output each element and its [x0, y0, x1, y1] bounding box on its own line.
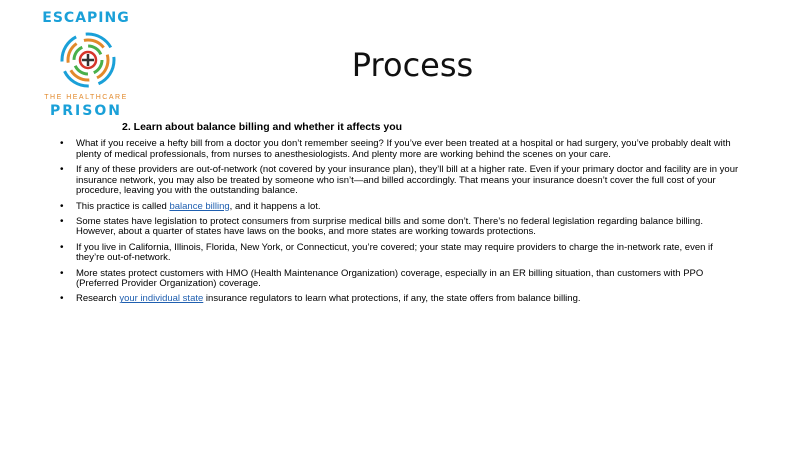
individual-state-link[interactable]: your individual state	[119, 293, 204, 305]
bullet-item	[60, 294, 740, 305]
slide-title: Process	[351, 46, 474, 84]
bullet-text: If any of these providers are out-of-network (not covered by your insurance plan), they’ll bill at a higher rate. Even if your primary doctor and facility are in your insurance network, you may also be treated by someone who isn’t—and billed accordingly. That means your insurance doesn’t cover the full cost of your procedure, leaving you with the outstanding balance.	[76, 163, 739, 197]
logo-mark-icon	[58, 30, 118, 90]
bullet-text-before: Research	[76, 293, 120, 305]
bullet-text: If you live in California, Illinois, Florida, New York, or Connecticut, you’re covered; your state may require providers to charge the in-network rate, even if they’re out-of-network.	[76, 241, 713, 264]
bullet-item	[60, 202, 740, 213]
bullet-list	[60, 139, 740, 310]
balance-billing-link[interactable]: balance billing	[169, 200, 230, 212]
logo-sub-text: THE HEALTHCARE	[44, 94, 128, 101]
bullet-item	[60, 139, 740, 160]
bullet-item	[60, 165, 740, 197]
slide-subheading: 2. Learn about balance billing and whether it affects you	[122, 121, 403, 133]
bullet-text: Some states have legislation to protect consumers from surprise medical bills and some don’t. There’s no federal legislation regarding balance billing. However, about a quarter of states have laws on the books, and more states are working towards protections.	[76, 215, 703, 238]
bullet-text-before: This practice is called	[76, 200, 170, 212]
logo-top-text: ESCAPING	[42, 10, 130, 26]
bullet-text-after: , and it happens a lot.	[229, 200, 321, 212]
bullet-text: What if you receive a hefty bill from a doctor you don’t remember seeing? If you’ve ever been treated at a hospital or had surgery, you’ve probably dealt with plenty of medical professionals, from nurses to anesthesiologists. And plenty more are working behind the scenes on your care.	[76, 138, 731, 160]
logo-bottom-text: PRISON	[50, 103, 122, 119]
bullet-item	[60, 243, 740, 264]
bullet-text: More states protect customers with HMO (Health Maintenance Organization) coverage, especially in an ER billing situation, than customers with PPO (Preferred Provider Organization) coverage.	[76, 267, 704, 290]
bullet-item	[60, 269, 740, 290]
bullet-text-after: insurance regulators to learn what protections, if any, the state offers from balance billing.	[203, 293, 581, 305]
bullet-item	[60, 217, 740, 238]
escaping-healthcare-prison-logo	[40, 8, 140, 118]
